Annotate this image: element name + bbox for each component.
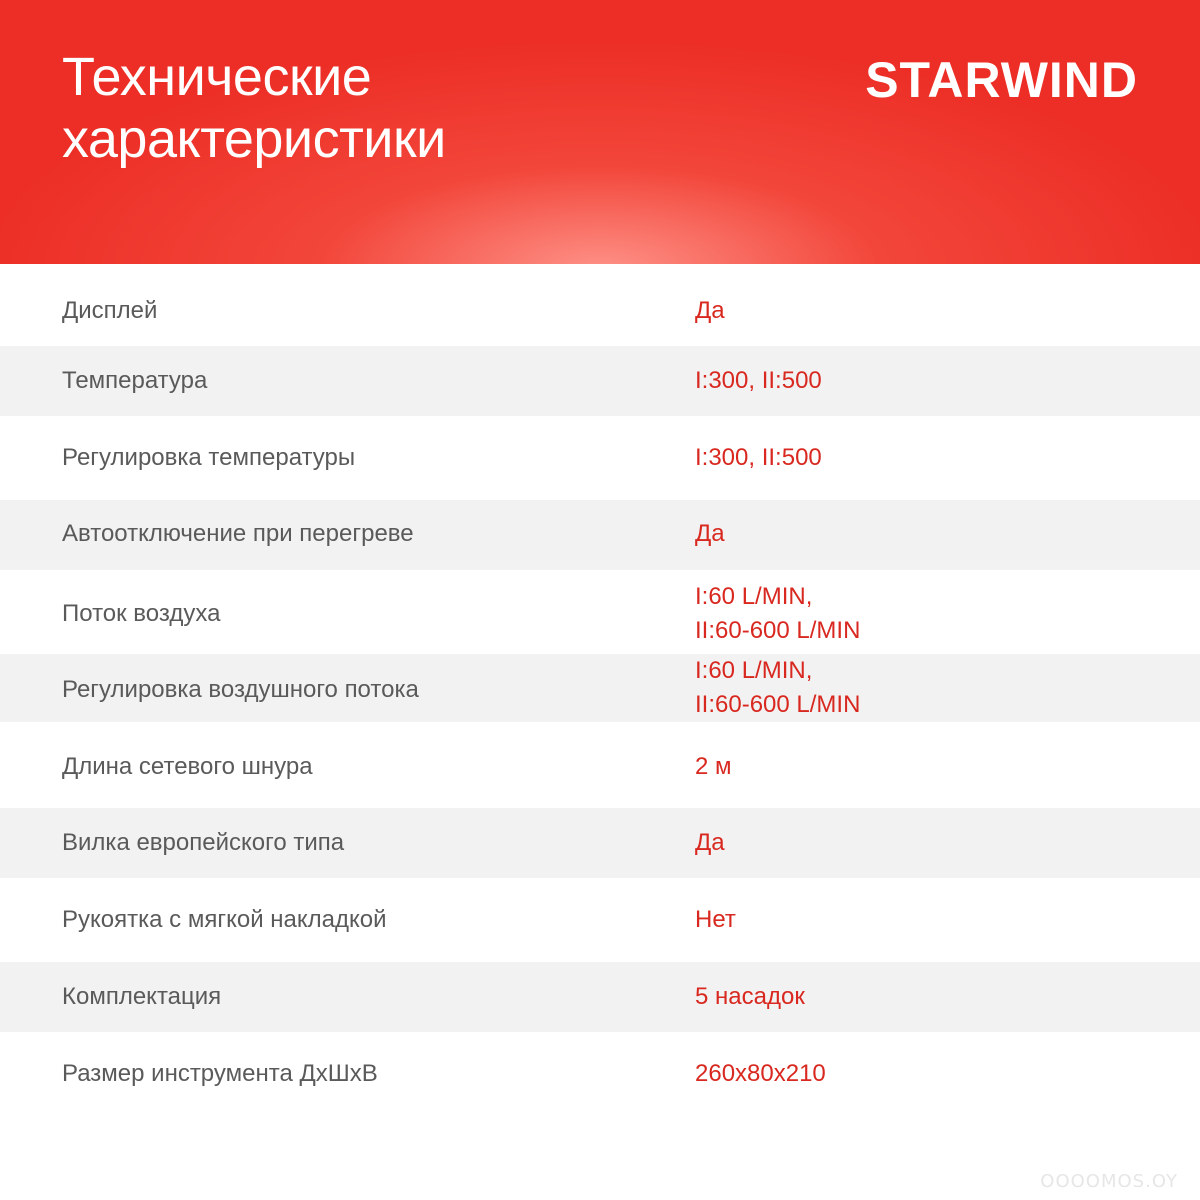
title-line-1: Технические	[62, 47, 372, 107]
spec-value-line: Нет	[695, 906, 736, 933]
spec-value	[695, 826, 725, 860]
spec-row	[0, 500, 1200, 570]
spec-value	[695, 364, 822, 398]
spec-value	[695, 903, 736, 937]
spec-label: Длина сетевого шнура	[62, 753, 313, 780]
header-banner	[0, 0, 1200, 264]
spec-value-line: I:60 L/MIN,	[695, 657, 813, 684]
spec-label: Комплектация	[62, 983, 222, 1010]
watermark: OOOOMOS.OY	[1040, 1171, 1178, 1192]
spec-value	[695, 517, 725, 551]
spec-value-line: II:60-600 L/MIN	[695, 617, 861, 644]
spec-value	[695, 654, 860, 722]
spec-value	[695, 580, 860, 648]
spec-value-line: 2 м	[695, 753, 732, 780]
spec-value-line: I:300, II:500	[695, 444, 822, 471]
spec-row	[0, 346, 1200, 416]
spec-row	[0, 808, 1200, 878]
spec-label: Регулировка температуры	[62, 444, 356, 471]
spec-row	[0, 1032, 1200, 1118]
spec-label: Размер инструмента ДхШхВ	[62, 1060, 378, 1087]
page-title	[62, 46, 446, 170]
spec-label: Регулировка воздушного потока	[62, 676, 419, 703]
spec-value-line: Да	[695, 297, 725, 324]
spec-value	[695, 1057, 826, 1091]
spec-value-line: I:60 L/MIN,	[695, 583, 813, 610]
title-line-2: характеристики	[62, 109, 446, 169]
spec-value-line: Да	[695, 520, 725, 547]
spec-row	[0, 416, 1200, 500]
spec-label: Автоотключение при перегреве	[62, 520, 414, 547]
spec-label: Температура	[62, 367, 208, 394]
spec-value	[695, 750, 732, 784]
spec-value-line: 5 насадок	[695, 983, 805, 1010]
spec-row	[0, 570, 1200, 654]
spec-value	[695, 294, 725, 328]
spec-value	[695, 980, 805, 1014]
spec-label: Дисплей	[62, 297, 158, 324]
spec-value-line: I:300, II:500	[695, 367, 822, 394]
spec-label: Вилка европейского типа	[62, 829, 345, 856]
spec-label: Рукоятка с мягкой накладкой	[62, 906, 387, 933]
spec-row	[0, 722, 1200, 808]
spec-value-line: Да	[695, 829, 725, 856]
spec-row	[0, 878, 1200, 962]
spec-value-line: II:60-600 L/MIN	[695, 691, 861, 718]
brand-logo: STARWIND	[865, 52, 1138, 108]
spec-value-line: 260x80x210	[695, 1060, 826, 1087]
spec-value	[695, 441, 822, 475]
spec-row	[0, 962, 1200, 1032]
specs-table	[0, 264, 1200, 1118]
spec-label: Поток воздуха	[62, 600, 221, 627]
spec-row	[0, 264, 1200, 346]
spec-row	[0, 654, 1200, 722]
